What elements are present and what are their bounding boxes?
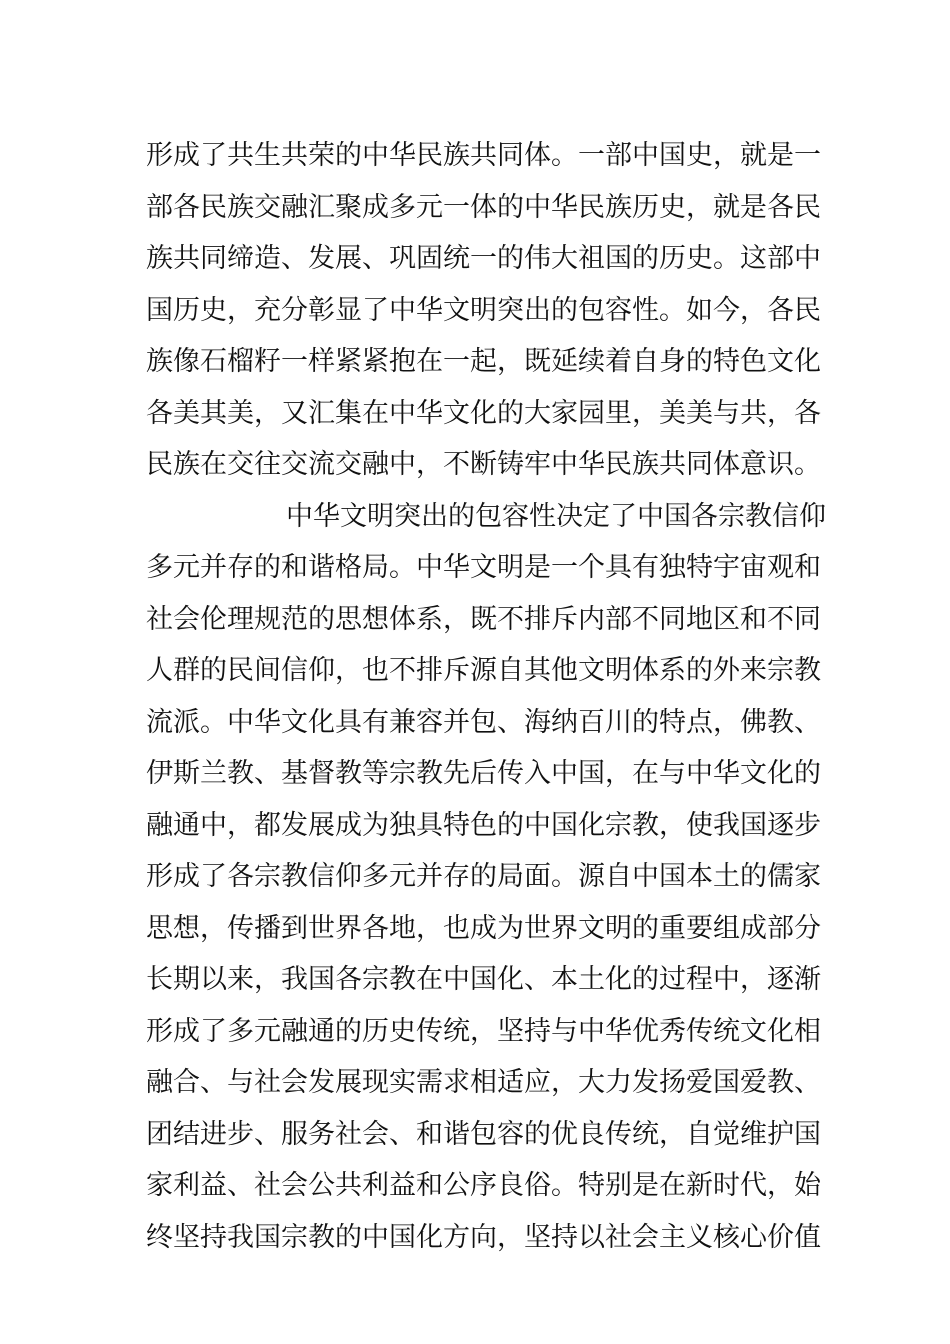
text-line: 部各民族交融汇聚成多元一体的中华民族历史，就是各民 (146, 191, 821, 223)
text-line: 形成了共生共荣的中华民族共同体。一部中国史，就是一 (146, 140, 821, 171)
text-line: 思想，传播到世界各地，也成为世界文明的重要组成部分 (146, 912, 821, 944)
text-line-indented: 中华文明突出的包容性决定了中国各宗教信仰 (286, 500, 826, 532)
text-line: 形成了多元融通的历史传统，坚持与中华优秀传统文化相 (146, 1015, 821, 1047)
text-line: 多元并存的和谐格局。中华文明是一个具有独特宇宙观和 (146, 552, 821, 583)
text-line: 人群的民间信仰，也不排斥源自其他文明体系的外来宗教 (146, 655, 821, 686)
text-line: 各美其美，又汇集在中华文化的大家园里，美美与共，各 (146, 397, 821, 429)
text-line: 社会伦理规范的思想体系，既不排斥内部不同地区和不同 (146, 603, 821, 635)
body-text (146, 130, 826, 1263)
text-line: 族像石榴籽一样紧紧抱在一起，既延续着自身的特色文化 (146, 346, 821, 377)
paragraph-1 (146, 130, 821, 491)
text-line: 族共同缔造、发展、巩固统一的伟大祖国的历史。这部中 (146, 243, 821, 274)
text-line: 长期以来，我国各宗教在中国化、本土化的过程中，逐渐 (146, 964, 821, 995)
text-line: 民族在交往交流交融中，不断铸牢中华民族共同体意识。 (146, 449, 821, 480)
text-line: 伊斯兰教、基督教等宗教先后传入中国，在与中华文化的 (146, 758, 821, 789)
text-line: 融通中，都发展成为独具特色的中国化宗教，使我国逐步 (146, 809, 821, 841)
text-line: 团结进步、服务社会、和谐包容的优良传统，自觉维护国 (146, 1118, 821, 1150)
paragraph-2 (146, 491, 826, 1264)
text-line: 国历史，充分彰显了中华文明突出的包容性。如今，各民 (146, 294, 821, 326)
text-line: 融合、与社会发展现实需求相适应，大力发扬爱国爱教、 (146, 1067, 821, 1098)
text-line: 流派。中华文化具有兼容并包、海纳百川的特点，佛教、 (146, 706, 821, 738)
text-line: 家利益、社会公共利益和公序良俗。特别是在新时代，始 (146, 1170, 821, 1201)
text-line: 终坚持我国宗教的中国化方向，坚持以社会主义核心价值 (146, 1221, 821, 1253)
text-line: 形成了各宗教信仰多元并存的局面。源自中国本土的儒家 (146, 861, 821, 892)
